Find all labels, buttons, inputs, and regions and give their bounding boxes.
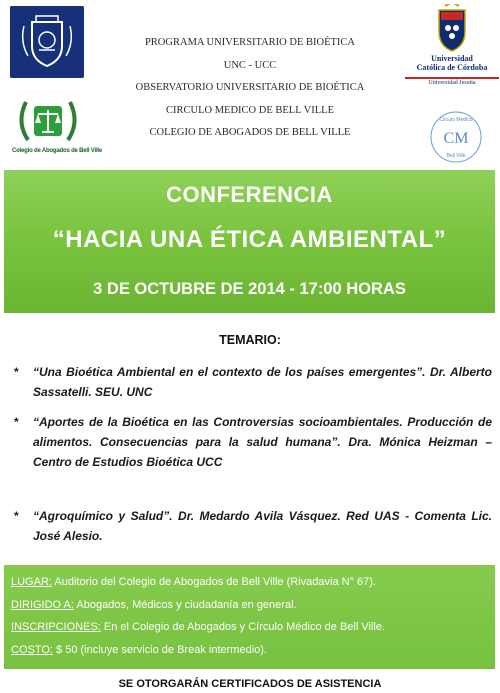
- certificate-notice: SE OTORGARÁN CERTIFICADOS DE ASISTENCIA: [118, 678, 382, 690]
- info-inscripciones: [11, 616, 488, 639]
- organizer-line: COLEGIO DE ABOGADOS DE BELL VILLE: [149, 127, 351, 138]
- bullet: *: [14, 365, 19, 379]
- cmbv-top-text: Circulo Medico: [439, 117, 473, 123]
- ucc-name: Universidad Católica de Córdoba: [416, 54, 488, 72]
- temario-item-text: “Agroquímico y Salud”. Dr. Medardo Avila Vásquez. Red UAS - Comenta Lic. José Alesio.: [33, 509, 492, 543]
- temario-item: [14, 412, 492, 472]
- organizer-line: UNC - UCC: [223, 59, 277, 71]
- cmbv-bottom-text: Bell Ville: [446, 153, 466, 159]
- info-key: COSTO:: [11, 643, 53, 656]
- temario-heading: TEMARIO:: [219, 333, 281, 347]
- scales-of-justice-icon: [6, 92, 98, 148]
- unc-crest-logo-icon: [10, 6, 84, 78]
- organizer-line: OBSERVATORIO UNIVERSITARIO DE BIOÉTICA: [135, 82, 365, 93]
- organizers-block: [100, 32, 400, 145]
- conference-subtitle: “HACIA UNA ÉTICA AMBIENTAL”: [52, 226, 447, 253]
- info-key: LUGAR:: [11, 576, 52, 588]
- bullet: *: [14, 415, 19, 429]
- ucc-crest-icon: [405, 4, 499, 54]
- organizer-line: PROGRAMA UNIVERSITARIO DE BIOÉTICA: [144, 37, 356, 48]
- info-value: En el Colegio de Abogados y Círculo Médico de Bell Ville.: [100, 621, 385, 633]
- ucc-subtitle: Universidad Jesuita: [405, 77, 499, 86]
- info-value: Auditorio del Colegio de Abogados de Bell Ville (Rivadavia N° 67).: [51, 576, 376, 588]
- info-key: INSCRIPCIONES:: [11, 621, 101, 633]
- conference-banner: [4, 170, 495, 313]
- temario-item-text: “Una Bioética Ambiental en el contexto de los países emergentes”. Dr. Alberto Sassatelli. SEU. UNC: [33, 365, 492, 399]
- info-value: Abogados, Médicos y ciudadanía en general.: [73, 598, 297, 611]
- bullet: *: [14, 509, 19, 523]
- temario-item: [14, 506, 492, 546]
- temario-item-text: “Aportes de la Bioética en las Controversias socioambientales. Producción de alimentos. Consecuencias para la salud humana”. Dra. Mónica Heizman – Centro de Estudios Bioética UCC: [33, 415, 492, 469]
- colegio-abogados-logo: [6, 92, 103, 162]
- event-info-box: [4, 565, 495, 669]
- temario-item: [14, 362, 492, 402]
- ucc-logo: [405, 4, 499, 84]
- organizer-line: CIRCULO MEDICO DE BELL VILLE: [166, 104, 334, 116]
- info-value: $ 50 (incluye servicio de Break intermedio).: [52, 643, 267, 656]
- circulo-medico-logo-icon: [426, 110, 486, 164]
- conference-date: 3 DE OCTUBRE DE 2014 - 17:00 HORAS: [93, 280, 406, 298]
- info-key: DIRIGIDO A:: [11, 598, 74, 611]
- conference-title: CONFERENCIA: [166, 182, 333, 207]
- info-lugar: [11, 571, 488, 594]
- info-costo: [11, 639, 488, 662]
- colegio-abogados-label: Colegio de Abogados de Bell Ville: [11, 148, 103, 154]
- cmbv-monogram: CM: [443, 130, 469, 147]
- info-dirigido: [11, 594, 488, 617]
